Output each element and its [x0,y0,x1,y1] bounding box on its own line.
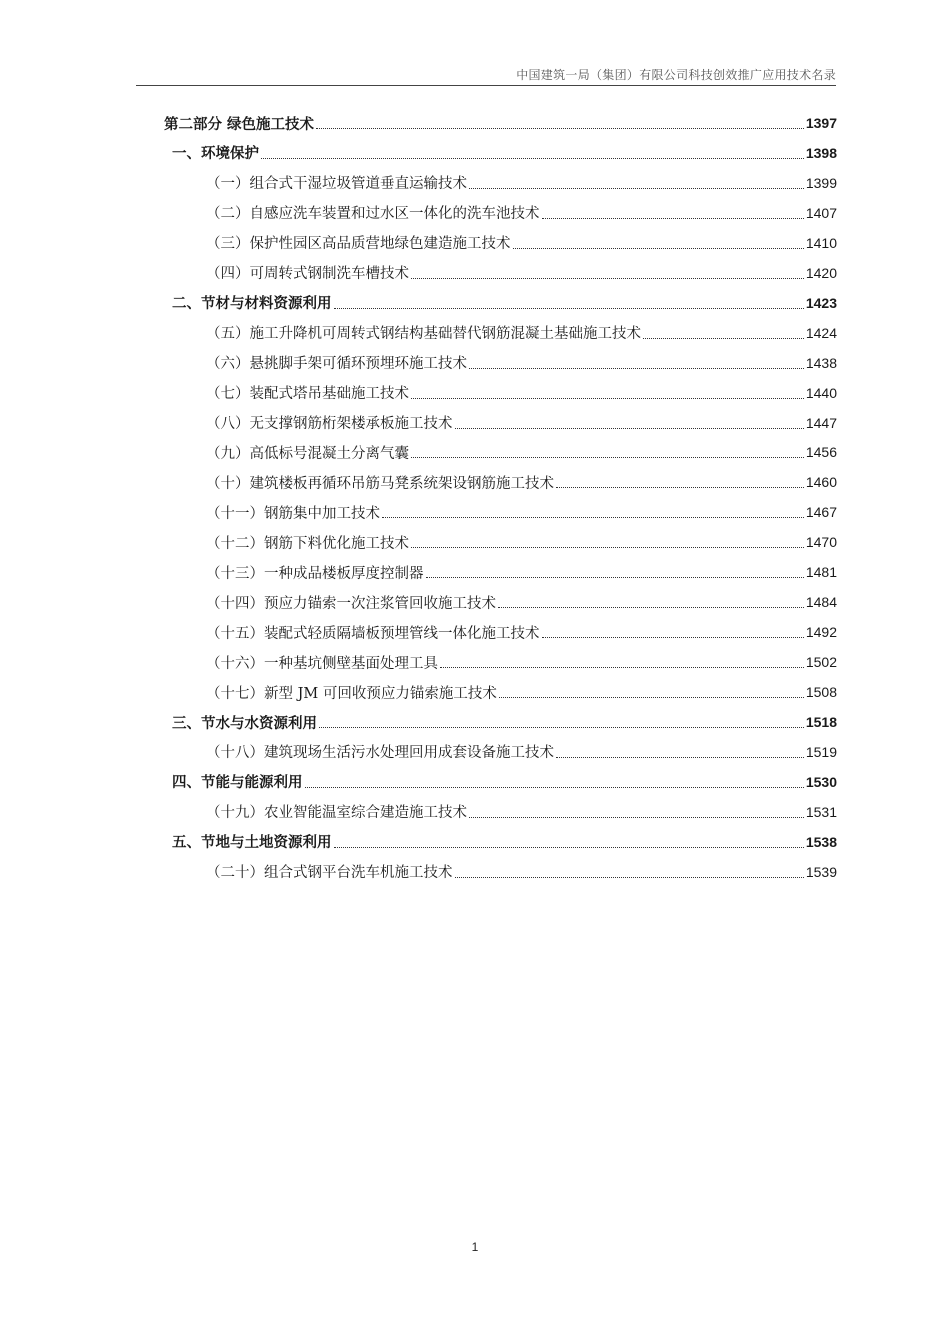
toc-dot-leader [305,786,804,788]
toc-entry[interactable] [206,467,837,497]
toc-entry-label: （十七）新型 JM 可回收预应力锚索施工技术 [206,685,497,702]
toc-entry-page: 1423 [805,294,837,311]
toc-section-heading[interactable] [172,288,837,318]
toc-entry-page: 1456 [805,444,837,461]
toc-dot-leader [382,516,804,518]
toc-dot-leader [411,397,804,399]
toc-entry[interactable] [206,198,837,228]
page-number: 1 [471,1240,479,1254]
toc-section-heading[interactable] [172,767,837,797]
toc-entry-label: （一）组合式干湿垃圾管道垂直运输技术 [206,176,467,193]
toc-entry[interactable] [206,437,837,467]
toc-entry-label: （十四）预应力锚索一次注浆管回收施工技术 [206,595,496,612]
toc-entry-page: 1502 [805,654,837,671]
toc-entry-label: （十）建筑楼板再循环吊筋马凳系统架设钢筋施工技术 [206,475,554,492]
toc-entry-page: 1492 [805,624,837,641]
toc-dot-leader [334,307,804,309]
toc-entry-page: 1470 [805,534,837,551]
toc-entry-label: 一、环境保护 [172,146,259,163]
toc-entry-page: 1447 [805,414,837,431]
toc-dot-leader [542,217,804,219]
toc-entry-label: （十一）钢筋集中加工技术 [206,505,380,522]
toc-entry-page: 1530 [805,773,837,790]
toc-entry-label: （八）无支撑钢筋桁架楼承板施工技术 [206,416,453,432]
toc-entry-page: 1484 [805,594,837,611]
header-rule [136,85,836,86]
toc-entry[interactable] [206,677,837,707]
toc-entry-label: （二十）组合式钢平台洗车机施工技术 [206,865,453,882]
toc-entry[interactable] [206,557,837,587]
toc-entry[interactable] [206,527,837,557]
toc-entry[interactable] [206,587,837,617]
toc-entry-page: 1460 [805,474,837,491]
toc-dot-leader [499,696,804,698]
toc-entry-page: 1410 [805,234,837,251]
toc-entry-page: 1538 [805,833,837,850]
toc-entry-page: 1481 [805,564,837,581]
toc-entry-label: （十九）农业智能温室综合建造施工技术 [206,805,467,822]
toc-entry-label: 四、节能与能源利用 [172,775,303,792]
toc-entry-label: （六）悬挑脚手架可循环预埋环施工技术 [206,356,467,373]
toc-dot-leader [455,427,804,429]
toc-entry-page: 1539 [805,863,837,880]
toc-dot-leader [469,187,804,189]
toc-entry-page: 1467 [805,504,837,521]
toc-dot-leader [455,876,804,878]
toc-entry[interactable] [206,617,837,647]
toc-entry-page: 1531 [805,803,837,820]
toc-dot-leader [513,247,804,249]
toc-entry-page: 1438 [805,354,837,371]
toc-entry-label: （七）装配式塔吊基础施工技术 [206,386,409,403]
toc-entry-page: 1440 [805,384,837,401]
toc-entry-label: （十六）一种基坑侧壁基面处理工具 [206,655,438,672]
toc-dot-leader [411,277,804,279]
toc-entry-label: （十三）一种成品楼板厚度控制器 [206,565,424,582]
toc-entry-label: （十二）钢筋下料优化施工技术 [206,535,409,552]
toc-entry-page: 1420 [805,264,837,281]
toc-entry[interactable] [206,228,837,258]
toc-entry-label: （十五）装配式轻质隔墙板预埋管线一体化施工技术 [206,625,540,642]
toc-entry[interactable] [206,318,837,348]
toc-entry[interactable] [206,797,837,827]
toc-entry-label: 五、节地与土地资源利用 [172,835,332,852]
toc-dot-leader [643,337,804,339]
toc-dot-leader [498,606,804,608]
toc-section-heading[interactable] [172,707,837,737]
toc-dot-leader [319,726,804,728]
toc-section-heading[interactable] [172,138,837,168]
toc-entry-page: 1407 [805,204,837,221]
toc-dot-leader [261,157,804,159]
toc-dot-leader [316,127,804,129]
toc-dot-leader [469,816,804,818]
toc-entry-label: （五）施工升降机可周转式钢结构基础替代钢筋混凝土基础施工技术 [206,326,641,343]
toc-entry[interactable] [206,348,837,378]
toc-part-heading[interactable] [164,108,837,138]
toc-entry-page: 1397 [805,115,837,131]
toc-entry[interactable] [206,168,837,198]
toc-entry-label: 三、节水与水资源利用 [172,715,317,732]
toc-dot-leader [411,546,804,548]
toc-entry-label: 二、节材与材料资源利用 [172,296,332,313]
toc-entry[interactable] [206,497,837,527]
toc-entry-label: （九）高低标号混凝土分离气囊 [206,445,409,462]
toc-dot-leader [469,367,804,369]
toc-dot-leader [556,756,804,758]
toc-dot-leader [411,456,804,458]
toc-dot-leader [542,636,804,638]
toc-entry[interactable] [206,857,837,887]
toc-entry[interactable] [206,737,837,767]
toc-entry-page: 1399 [805,174,837,191]
toc-entry-label: （三）保护性园区高品质营地绿色建造施工技术 [206,236,511,253]
toc-dot-leader [556,486,804,488]
toc-section-heading[interactable] [172,827,837,857]
toc-dot-leader [440,666,804,668]
toc-dot-leader [426,576,804,578]
toc-entry-page: 1518 [805,714,837,730]
toc-entry[interactable] [206,408,837,438]
toc-entry[interactable] [206,258,837,288]
toc-entry-page: 1398 [805,144,837,161]
toc-entry-label: （二）自感应洗车装置和过水区一体化的洗车池技术 [206,206,540,223]
toc-entry[interactable] [206,378,837,408]
toc-entry[interactable] [206,647,837,677]
toc-entry-page: 1424 [805,324,837,341]
toc-entry-label: （十八）建筑现场生活污水处理回用成套设备施工技术 [206,745,554,762]
running-header: 中国建筑一局（集团）有限公司科技创效推广应用技术名录 [516,68,836,82]
toc-entry-page: 1519 [805,743,837,760]
toc-entry-page: 1508 [805,684,837,701]
toc-entry-label: （四）可周转式钢制洗车槽技术 [206,266,409,283]
toc-entry-label: 第二部分 绿色施工技术 [164,116,315,133]
toc-dot-leader [334,846,804,848]
